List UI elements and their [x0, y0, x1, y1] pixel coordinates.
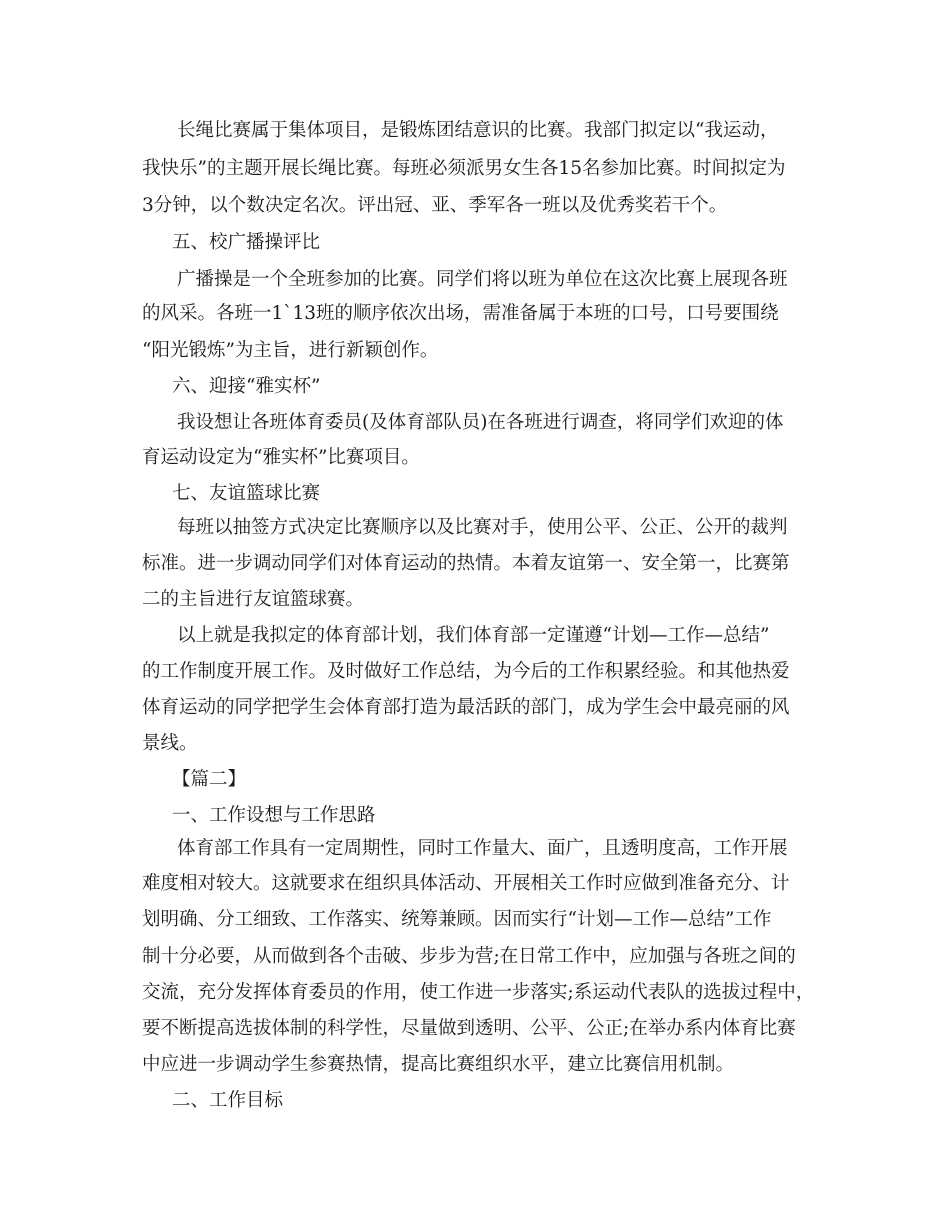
paragraph-line: 育运动设定为“雅实杯”比赛项目。 — [142, 447, 420, 468]
section-heading: 五、校广播操评比 — [172, 232, 321, 253]
paragraph-line: 我快乐”的主题开展长绳比赛。每班必须派男女生各15名参加比赛。时间拟定为 — [142, 158, 786, 179]
paragraph-line: 长绳比赛属于集体项目，是锻炼团结意识的比赛。我部门拟定以“我运动， — [177, 120, 779, 141]
section-heading: 七、友谊篮球比赛 — [172, 483, 321, 504]
paragraph-line: 二的主旨进行友谊篮球赛。 — [142, 589, 365, 610]
paragraph-line: 景线。 — [142, 733, 198, 754]
paragraph-line: 要不断提高选拔体制的科学性，尽量做到透明、公平、公正;在举办系内体育比赛 — [142, 1018, 796, 1039]
paragraph-line: 体育部工作具有一定周期性，同时工作量大、面广，且透明度高，工作开展 — [177, 838, 788, 859]
paragraph-line: 划明确、分工细致、工作落实、统筹兼顾。因而实行“计划—工作—总结”工作 — [142, 909, 772, 930]
section-heading: 二、工作目标 — [172, 1090, 284, 1111]
paragraph-line: 广播操是一个全班参加的比赛。同学们将以班为单位在这次比赛上展现各班 — [177, 269, 788, 290]
paragraph-line: 以上就是我拟定的体育部计划，我们体育部一定谨遵“计划—工作—总结” — [177, 625, 770, 646]
paragraph-line: 我设想让各班体育委员(及体育部队员)在各班进行调查，将同学们欢迎的体 — [177, 412, 784, 433]
paragraph-line: 制十分必要，从而做到各个击破、步步为营;在日常工作中，应加强与各班之间的 — [142, 946, 796, 967]
paragraph-line: 的风采。各班一1`13班的顺序依次出场，需准备属于本班的口号，口号要围绕 — [142, 303, 779, 324]
paragraph-line: 的工作制度开展工作。及时做好工作总结，为今后的工作积累经验。和其他热爱 — [142, 661, 790, 682]
paragraph-line: 体育运动的同学把学生会体育部打造为最活跃的部门，成为学生会中最亮丽的风 — [142, 697, 790, 718]
paragraph-line: 标准。进一步调动同学们对体育运动的热情。本着友谊第一、安全第一，比赛第 — [142, 553, 790, 574]
paragraph-line: 难度相对较大。这就要求在组织具体活动、开展相关工作时应做到准备充分、计 — [142, 873, 790, 894]
paragraph-line: “阳光锻炼”为主旨，进行新颖创作。 — [142, 340, 439, 361]
paragraph-line: 中应进一步调动学生参赛热情，提高比赛组织水平，建立比赛信用机制。 — [142, 1054, 735, 1075]
paragraph-line: 每班以抽签方式决定比赛顺序以及比赛对手，使用公平、公正、公开的裁判 — [177, 517, 788, 538]
section-heading: 六、迎接“雅实杯” — [172, 376, 321, 397]
section-marker: 【篇二】 — [172, 769, 247, 790]
paragraph-line: 交流，充分发挥体育委员的作用，使工作进一步落实;系运动代表队的选拔过程中， — [142, 982, 815, 1003]
paragraph-line: 3分钟，以个数决定名次。评出冠、亚、季军各一班以及优秀奖若干个。 — [142, 195, 728, 216]
section-heading: 一、工作设想与工作思路 — [172, 805, 376, 826]
